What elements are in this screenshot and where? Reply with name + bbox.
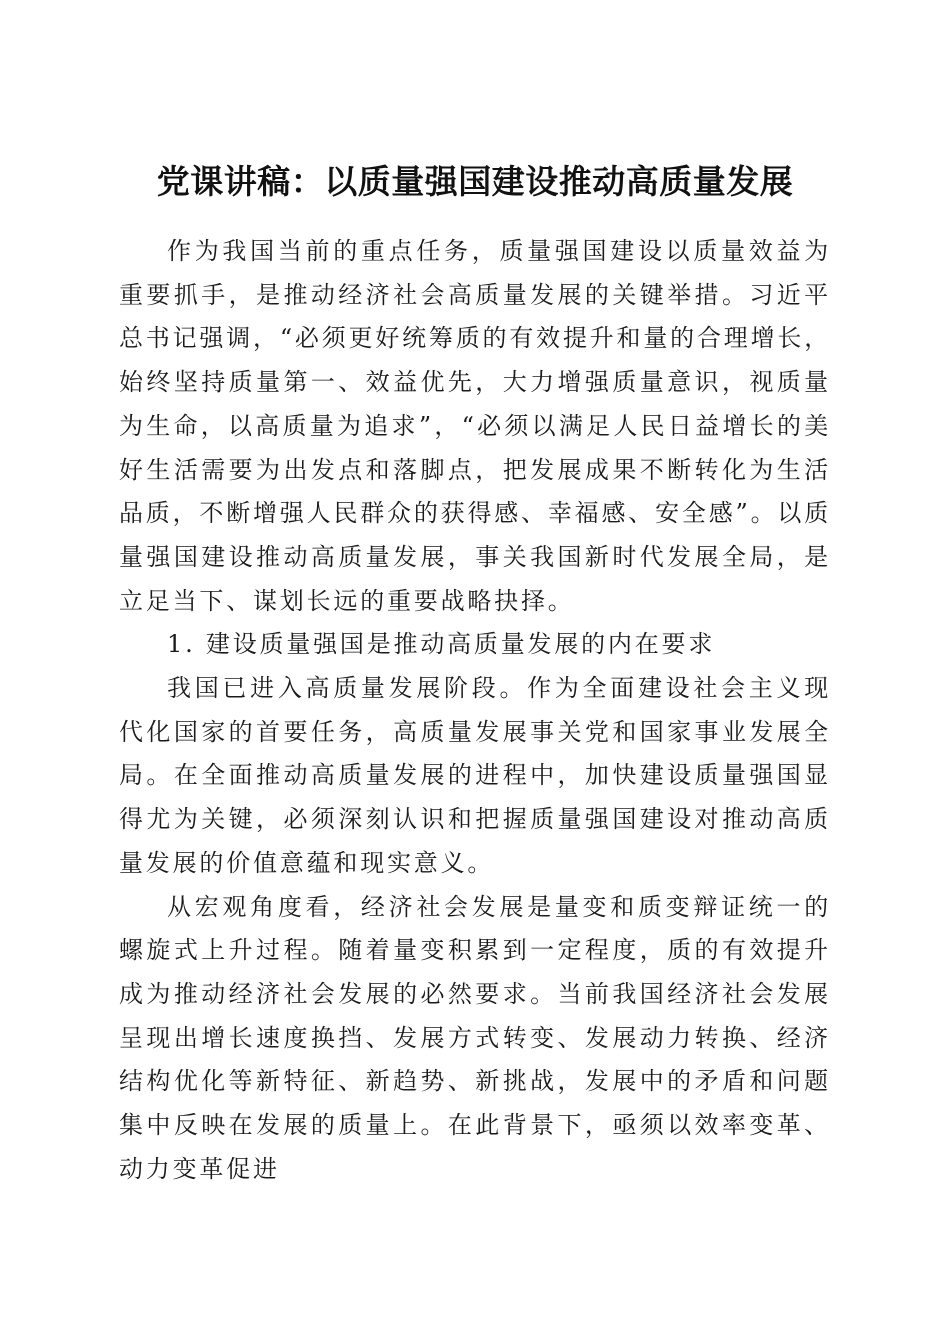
paragraph-intro: 作为我国当前的重点任务，质量强国建设以质量效益为重要抓手，是推动经济社会高质量发展的关键举措。习近平总书记强调，“必须更好统筹质的有效提升和量的合理增长，始终坚持质量第一、效益优先，大力增强质量意识，视质量为生命，以高质量为追求”，“必须以满足人民日益增长的美好生活需要为出发点和落脚点，把发展成果不断转化为生活品质，不断增强人民群众的获得感、幸福感、安全感”。以质量强国建设推动高质量发展，事关我国新时代发展全局，是立足当下、谋划长远的重要战略抉择。	[119, 237, 831, 615]
document-body	[119, 230, 831, 1191]
document-title: 党课讲稿：以质量强国建设推动高质量发展	[156, 162, 794, 202]
paragraph-stage: 我国已进入高质量发展阶段。作为全面建设社会主义现代化国家的首要任务，高质量发展事关党和国家事业发展全局。在全面推动高质量发展的进程中，加快建设质量强国显得尤为关键，必须深刻认识和把握质量强国建设对推动高质量发展的价值意蕴和现实意义。	[119, 674, 831, 877]
section-heading-1: 1. 建设质量强国是推动高质量发展的内在要求	[167, 630, 716, 659]
paragraph-macro: 从宏观角度看，经济社会发展是量变和质变辩证统一的螺旋式上升过程。随着量变积累到一定程度，质的有效提升成为推动经济社会发展的必然要求。当前我国经济社会发展呈现出增长速度换挡、发展方式转变、发展动力转换、经济结构优化等新特征、新趋势、新挑战，发展中的矛盾和问题集中反映在发展的质量上。在此背景下，亟须以效率变革、动力变革促进	[119, 892, 831, 1183]
